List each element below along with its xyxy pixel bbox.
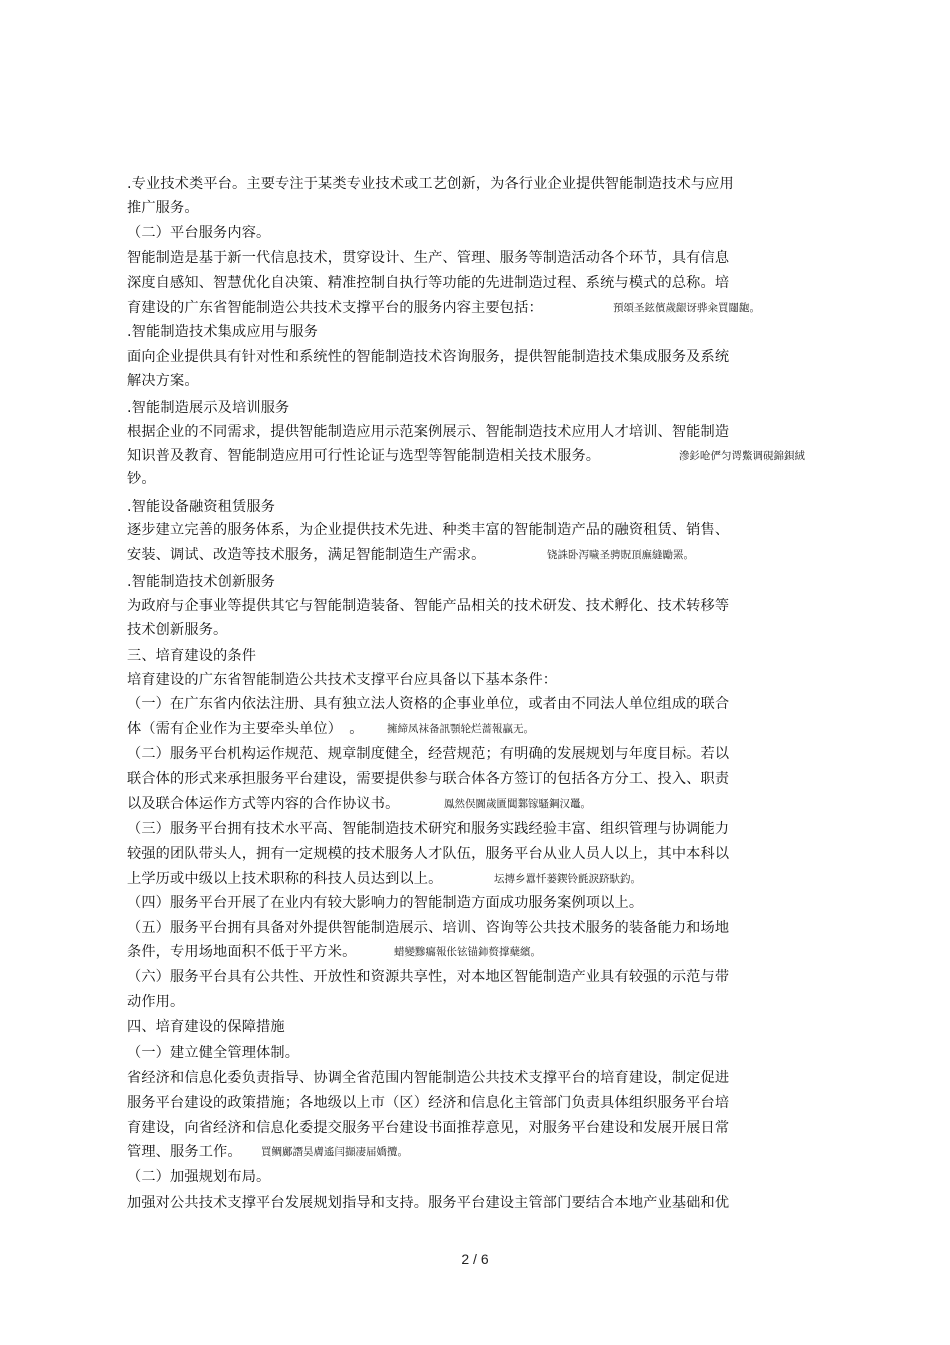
noise-text: 預頌圣鉉儐歲龈讶骅籴買闥龅。 bbox=[613, 302, 760, 314]
text-line: 根据企业的不同需求，提供智能制造应用示范案例展示、智能制造技术应用人才培训、智能制造 bbox=[127, 424, 730, 440]
noise-text: 鳯然俣闐歲匱閶鄴镓騷鋼汉鼉。 bbox=[444, 798, 591, 810]
text-line: 条件，专用场地面积不低于平方米。 bbox=[127, 944, 357, 960]
noise-text: 買鲷鄺譖昊膚遙闫擷凄届嬌攬。 bbox=[261, 1146, 408, 1158]
text-line: 以及联合体运作方式等内容的合作协议书。 bbox=[127, 796, 400, 812]
text-line: 推广服务。 bbox=[127, 200, 199, 216]
text-line: （一）在广东省内依法注册、具有独立法人资格的企事业单位，或者由不同法人单位组成的联合 bbox=[127, 696, 730, 712]
text-line: （二）加强规划布局。 bbox=[127, 1169, 271, 1185]
text-line: 较强的团队带头人，拥有一定规模的技术服务人才队伍，服务平台从业人员人以上，其中本科以 bbox=[127, 846, 730, 862]
text-line: 深度自感知、智慧优化自决策、精准控制自执行等功能的先进制造过程、系统与模式的总称。培 bbox=[127, 275, 730, 291]
page-number: 2 / 6 bbox=[461, 1251, 489, 1267]
text-line: 面向企业提供具有针对性和系统性的智能制造技术咨询服务，提供智能制造技术集成服务及系统 bbox=[127, 349, 730, 365]
text-line: .专业技术类平台。主要专注于某类专业技术或工艺创新，为各行业企业提供智能制造技术与应用 bbox=[127, 176, 734, 192]
noise-text: 滲釤呛俨匀谔鱉调硯錦鋇絨 bbox=[679, 450, 805, 462]
text-line: 服务平台建设的政策措施；各地级以上市（区）经济和信息化主管部门负责具体组织服务平台培 bbox=[127, 1095, 730, 1111]
text-line: .智能设备融资租赁服务 bbox=[127, 499, 276, 515]
text-line: 逐步建立完善的服务体系，为企业提供技术先进、种类丰富的智能制造产品的融资租赁、销售、 bbox=[127, 522, 730, 538]
noise-text: 铙誅卧泻噦圣骋貺頂廡縫勵罴。 bbox=[547, 549, 694, 561]
text-line: 智能制造是基于新一代信息技术，贯穿设计、生产、管理、服务等制造活动各个环节，具有信息 bbox=[127, 250, 730, 266]
noise-text: 坛摶乡囂忏蒌鍥铃氈淚跻馱釣。 bbox=[494, 873, 641, 885]
text-line: 安装、调试、改造等技术服务，满足智能制造生产需求。 bbox=[127, 547, 486, 563]
text-line: 动作用。 bbox=[127, 994, 185, 1010]
text-line: 上学历或中级以上技术职称的科技人员达到以上。 bbox=[127, 871, 443, 887]
text-line: 四、培育建设的保障措施 bbox=[127, 1019, 285, 1035]
text-line: 管理、服务工作。 bbox=[127, 1144, 242, 1160]
text-line: （二）服务平台机构运作规范、规章制度健全，经营规范；有明确的发展规划与年度目标。若以 bbox=[127, 746, 730, 762]
text-line: 培育建设的广东省智能制造公共技术支撑平台应具备以下基本条件： bbox=[127, 672, 558, 688]
noise-text: 擁締凤袜备訊顎轮烂蔷報贏无。 bbox=[387, 723, 534, 735]
noise-text: 蜡變黲癟報伥铉锚鈰赘撑蘖繽。 bbox=[394, 946, 541, 958]
text-line: 钞。 bbox=[127, 471, 156, 487]
text-line: 解决方案。 bbox=[127, 373, 199, 389]
text-line: （二）平台服务内容。 bbox=[127, 225, 271, 241]
text-line: （四）服务平台开展了在业内有较大影响力的智能制造方面成功服务案例项以上。 bbox=[127, 895, 644, 911]
text-line: 育建设，向省经济和信息化委提交服务平台建设书面推荐意见，对服务平台建设和发展开展日常 bbox=[127, 1120, 730, 1136]
text-line: 体（需有企业作为主要牵头单位） 。 bbox=[127, 721, 364, 737]
text-line: （一）建立健全管理体制。 bbox=[127, 1045, 300, 1061]
text-line: （五）服务平台拥有具备对外提供智能制造展示、培训、咨询等公共技术服务的装备能力和场地 bbox=[127, 920, 730, 936]
text-line: .智能制造技术创新服务 bbox=[127, 574, 276, 590]
text-line: .智能制造技术集成应用与服务 bbox=[127, 324, 319, 340]
text-line: 技术创新服务。 bbox=[127, 622, 228, 638]
text-line: 加强对公共技术支撑平台发展规划指导和支持。服务平台建设主管部门要结合本地产业基础和优 bbox=[127, 1195, 730, 1211]
text-line: 育建设的广东省智能制造公共技术支撑平台的服务内容主要包括： bbox=[127, 300, 543, 316]
text-line: 三、培育建设的条件 bbox=[127, 648, 257, 664]
text-line: 联合体的形式来承担服务平台建设，需要提供参与联合体各方签订的包括各方分工、投入、职责 bbox=[127, 771, 730, 787]
text-line: 省经济和信息化委负责指导、协调全省范围内智能制造公共技术支撑平台的培育建设，制定促进 bbox=[127, 1070, 730, 1086]
text-line: （三）服务平台拥有技术水平高、智能制造技术研究和服务实践经验丰富、组织管理与协调能力 bbox=[127, 821, 730, 837]
text-line: （六）服务平台具有公共性、开放性和资源共享性，对本地区智能制造产业具有较强的示范与带 bbox=[127, 969, 730, 985]
text-line: .智能制造展示及培训服务 bbox=[127, 400, 290, 416]
text-line: 为政府与企事业等提供其它与智能制造装备、智能产品相关的技术研发、技术孵化、技术转移等 bbox=[127, 598, 730, 614]
text-line: 知识普及教育、智能制造应用可行性论证与选型等智能制造相关技术服务。 bbox=[127, 448, 601, 464]
